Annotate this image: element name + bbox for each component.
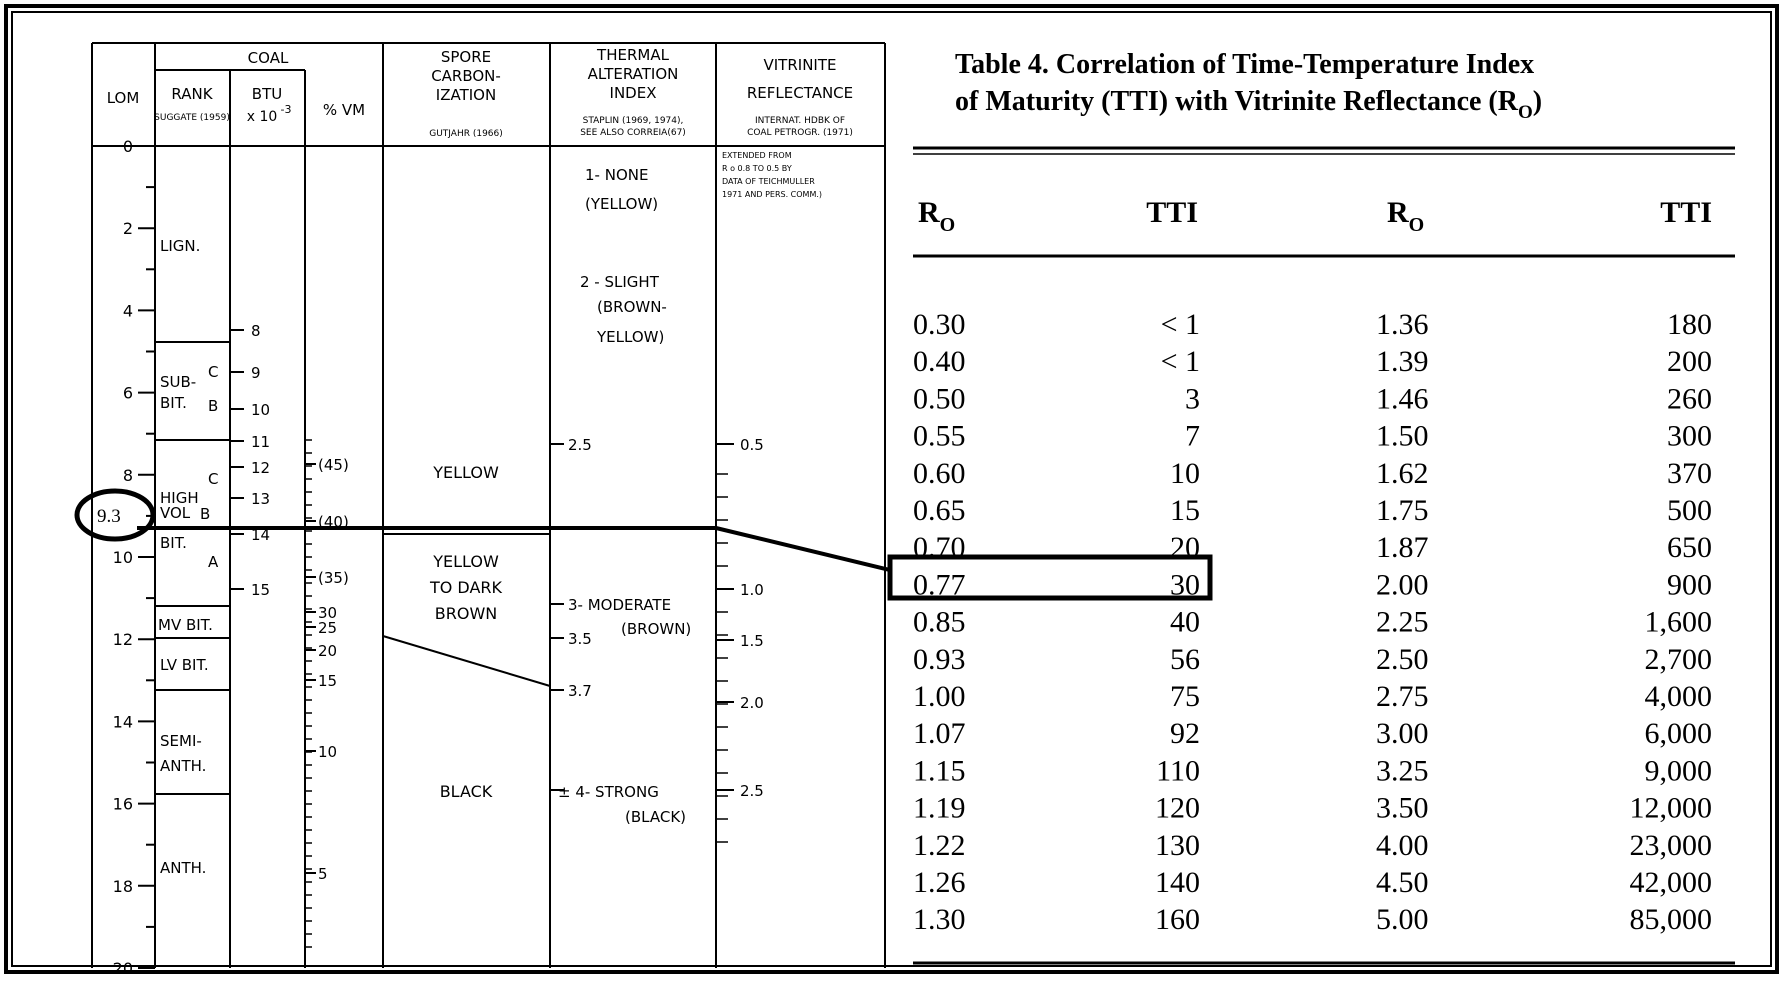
table-header-cell <box>918 196 955 236</box>
table-cell: 4.00 <box>1376 828 1429 862</box>
table-header-sub: O <box>1408 214 1425 236</box>
table-header-row <box>918 196 1712 236</box>
rank-label: C <box>208 470 219 488</box>
table-row <box>913 829 1712 862</box>
table-cell: < 1 <box>1160 308 1200 341</box>
rank-label: LIGN. <box>160 237 201 255</box>
table-row <box>913 903 1712 936</box>
table-cell: 2.75 <box>1376 680 1429 713</box>
tai-header-3: INDEX <box>609 84 657 102</box>
spore-header-3: IZATION <box>435 86 497 104</box>
table-cell: 3.00 <box>1376 717 1429 751</box>
vitrinite-axis <box>716 436 764 842</box>
lom-header: LOM <box>106 89 140 107</box>
btu-tick-label: 13 <box>251 490 271 508</box>
table-cell: 20 <box>1170 531 1200 565</box>
tai-labels <box>550 166 691 826</box>
table-cell: 200 <box>1667 345 1712 379</box>
vm-tick-label: 30 <box>318 604 338 622</box>
table-row <box>913 643 1712 676</box>
table-cell: 1.46 <box>1376 382 1429 416</box>
spore-color-label: BLACK <box>439 782 493 801</box>
rank-label: SEMI- <box>160 732 202 750</box>
table-cell: 0.60 <box>913 456 966 490</box>
tai-label: 3.7 <box>568 682 592 700</box>
table-cell: 42,000 <box>1629 866 1712 899</box>
vitrinite-tick-label: 1.0 <box>740 581 764 599</box>
vitrinite-source-2: COAL PETROGR. (1971) <box>747 128 853 138</box>
table-row <box>913 494 1712 527</box>
table-header-sub: O <box>939 214 956 236</box>
vm-axis <box>305 440 349 947</box>
table-cell: 300 <box>1667 419 1712 453</box>
btu-tick-label: 15 <box>251 581 271 599</box>
tai-source-2: SEE ALSO CORREIA(67) <box>580 128 686 138</box>
tai-label: 1- NONE <box>585 166 649 184</box>
table-row <box>913 457 1712 490</box>
table-cell: 130 <box>1155 828 1200 862</box>
table-title <box>955 49 1542 123</box>
tai-label: (YELLOW) <box>585 195 659 213</box>
table-cell: 1.22 <box>913 828 966 862</box>
tai-label: (BROWN- <box>597 298 667 316</box>
spore-header-2: CARBON- <box>431 67 501 85</box>
vitrinite-note-line: EXTENDED FROM <box>722 151 792 160</box>
tai-label: YELLOW) <box>597 328 665 346</box>
table-cell: 40 <box>1170 605 1200 639</box>
rank-source: SUGGATE (1959) <box>154 113 230 123</box>
btu-tick-label: 9 <box>251 364 261 382</box>
tai-label: 3- MODERATE <box>568 596 672 614</box>
btu-tick-label: 8 <box>251 322 261 340</box>
table-cell: 2.25 <box>1376 605 1429 639</box>
rank-label: MV BIT. <box>158 616 213 634</box>
table-title-line2: of Maturity (TTI) with Vitrinite Reflectance $(R_O)$ <box>955 86 1543 123</box>
table-cell: 85,000 <box>1629 903 1712 937</box>
table-row <box>913 680 1712 713</box>
vm-header: % VM <box>322 101 366 119</box>
table-cell: 1.75 <box>1376 494 1429 527</box>
table-cell: 0.70 <box>913 531 966 565</box>
lom-tick-label: 18 <box>112 876 133 896</box>
table-cell: 0.40 <box>913 345 966 379</box>
table-cell: 1.62 <box>1376 456 1429 490</box>
table-cell: 1.39 <box>1376 345 1429 379</box>
table-cell: 110 <box>1156 754 1200 788</box>
lom-tick-label: 0 <box>122 137 133 156</box>
lom-tick-label: 6 <box>122 383 133 403</box>
table-cell: 1.50 <box>1376 419 1429 453</box>
spore-source: GUTJAHR (1966) <box>429 129 503 139</box>
btu-tick-label: 12 <box>251 459 271 477</box>
table-cell: 1.07 <box>913 717 966 751</box>
table-body <box>913 308 1712 936</box>
table-cell: 9,000 <box>1644 754 1712 788</box>
table-cell: 23,000 <box>1629 828 1712 862</box>
lom-tick-label: 8 <box>122 465 133 485</box>
spore-labels <box>429 463 503 801</box>
vm-tick-label: (35) <box>318 569 349 587</box>
table-cell: 180 <box>1667 308 1712 341</box>
table-cell: 3.50 <box>1376 791 1429 825</box>
table-cell: 1.15 <box>913 754 966 788</box>
table-cell: 12,000 <box>1629 791 1712 825</box>
vitrinite-note <box>722 151 822 199</box>
vm-tick-label: 15 <box>318 672 338 690</box>
rank-label: BIT. <box>160 394 187 412</box>
vitrinite-header-1: VITRINITE <box>763 56 837 74</box>
table-cell: 92 <box>1170 717 1200 751</box>
table-header-main: TTI <box>1146 196 1198 229</box>
tai-label: (BROWN) <box>621 620 692 638</box>
rank-label: B <box>208 397 219 415</box>
spore-color-label: YELLOW <box>433 552 499 571</box>
tai-header-1: THERMAL <box>597 46 669 64</box>
table-row <box>913 308 1712 341</box>
vitrinite-tick-label: 0.5 <box>740 436 764 454</box>
table-cell: 1.00 <box>913 680 966 713</box>
vitrinite-tick-label: 2.5 <box>740 782 764 800</box>
table-cell: 56 <box>1170 642 1200 676</box>
table-cell: 4.50 <box>1376 866 1429 899</box>
table-cell: 3.25 <box>1376 754 1429 788</box>
table-header-main: R <box>1387 196 1409 229</box>
table-cell: 10 <box>1170 456 1200 490</box>
rank-label: VOL <box>160 504 191 522</box>
table-cell: < 1 <box>1160 345 1200 379</box>
rank-label: A <box>208 553 219 571</box>
table-row <box>913 866 1712 899</box>
btu-tick-label: 14 <box>251 526 271 544</box>
table-cell: 7 <box>1185 419 1200 453</box>
table-row <box>913 345 1712 378</box>
lom-tick-label: 4 <box>122 301 133 321</box>
vm-tick-label: 5 <box>318 865 328 883</box>
spore-color-label: YELLOW <box>433 463 499 482</box>
spore-color-label: BROWN <box>434 604 498 623</box>
spore-color-label: TO DARK <box>429 578 503 597</box>
table-header-main: TTI <box>1660 196 1712 229</box>
table-cell: 2.50 <box>1376 642 1429 676</box>
table-cell: 0.65 <box>913 494 966 527</box>
tai-label: 2.5 <box>568 436 592 454</box>
table-row <box>913 606 1712 639</box>
table-cell: 0.93 <box>913 642 966 676</box>
table-cell: 15 <box>1170 494 1200 527</box>
lom-highlight-label: 9.3 <box>97 506 121 527</box>
table-cell: 3 <box>1185 382 1200 416</box>
tai-label: (BLACK) <box>625 808 687 826</box>
table-cell: 260 <box>1667 382 1712 416</box>
rank-label: C <box>208 363 219 381</box>
rank-label: B <box>200 505 211 523</box>
table-cell: 5.00 <box>1376 903 1429 937</box>
lom-tick-label: 2 <box>122 219 133 239</box>
lom-tick-label: 12 <box>112 630 133 650</box>
table-title-line1: Table 4. Correlation of Time-Temperature Index <box>955 49 1535 80</box>
table-cell: 75 <box>1170 680 1200 713</box>
vm-tick-label: (40) <box>318 513 349 531</box>
lom-tick-label: 14 <box>112 712 133 732</box>
table-row <box>913 792 1712 825</box>
table-cell: 30 <box>1170 568 1200 602</box>
table-cell: 0.30 <box>913 308 966 341</box>
table-header-main: R <box>918 196 940 229</box>
table-header-cell <box>1146 196 1198 229</box>
chart-headers <box>107 46 853 139</box>
vm-tick-label: 10 <box>318 743 338 761</box>
lom-tick-label: 10 <box>112 548 133 567</box>
coal-header: COAL <box>247 49 289 67</box>
table-cell: 4,000 <box>1644 680 1712 713</box>
table-cell: 1.30 <box>913 903 966 937</box>
rank-label: ANTH. <box>160 859 207 877</box>
table-row <box>913 717 1712 750</box>
rank-label: ANTH. <box>160 757 207 775</box>
lom-tick-label: 16 <box>112 794 133 814</box>
table-cell: 6,000 <box>1644 717 1712 751</box>
btu-unit: x 10 <box>246 109 278 125</box>
table-row <box>913 754 1712 787</box>
lom-axis <box>113 137 155 978</box>
table-header-cell <box>1660 196 1712 229</box>
vitrinite-note-line: R o 0.8 TO 0.5 BY <box>722 164 792 173</box>
table-cell: 0.77 <box>913 568 966 602</box>
table-cell: 900 <box>1667 568 1712 602</box>
vitrinite-tick-label: 2.0 <box>740 694 764 712</box>
table-header-cell <box>1387 196 1424 236</box>
lom-tick-label: 20 <box>112 959 133 978</box>
tai-label: 2 - SLIGHT <box>580 273 659 291</box>
btu-exponent: -3 <box>280 103 292 116</box>
table-cell: 1.87 <box>1376 531 1429 565</box>
rank-labels <box>158 237 219 877</box>
table-cell: 1.19 <box>913 791 966 825</box>
rank-label: LV BIT. <box>160 656 209 674</box>
spore-header-1: SPORE <box>440 48 492 66</box>
rank-label: SUB- <box>160 373 197 391</box>
vitrinite-header-2: REFLECTANCE <box>746 84 854 102</box>
table-cell: 370 <box>1667 456 1712 490</box>
rank-label: BIT. <box>160 534 187 552</box>
table-row <box>913 382 1712 415</box>
btu-tick-label: 10 <box>251 401 271 419</box>
rank-label: HIGH <box>160 489 199 507</box>
vitrinite-note-line: 1971 AND PERS. COMM.) <box>722 190 823 199</box>
table-cell: 650 <box>1667 531 1712 565</box>
btu-header: BTU <box>251 85 283 103</box>
table-cell: 1.36 <box>1376 308 1429 341</box>
vitrinite-note-line: DATA OF TEICHMULLER <box>722 177 815 186</box>
table-cell: 160 <box>1155 903 1200 937</box>
table-cell: 500 <box>1667 494 1712 527</box>
tai-label: 3.5 <box>568 630 592 648</box>
tai-header-2: ALTERATION <box>587 65 679 83</box>
table-cell: 0.85 <box>913 605 966 639</box>
table-cell: 2.00 <box>1376 568 1429 602</box>
tai-source-1: STAPLIN (1969, 1974), <box>582 116 684 126</box>
btu-axis <box>230 322 270 599</box>
tai-label: ± 4- STRONG <box>558 783 659 801</box>
btu-tick-label: 11 <box>251 433 271 451</box>
table-cell: 0.50 <box>913 382 966 416</box>
table-cell: 1.26 <box>913 866 966 899</box>
vm-tick-label: 20 <box>318 642 338 660</box>
table-cell: 0.55 <box>913 419 966 453</box>
table-row <box>913 420 1712 453</box>
table-cell: 2,700 <box>1644 642 1712 676</box>
vitrinite-tick-label: 1.5 <box>740 632 764 650</box>
table-cell: 120 <box>1155 791 1200 825</box>
vitrinite-source-1: INTERNAT. HDBK OF <box>754 116 846 126</box>
vm-tick-label: (45) <box>318 456 349 474</box>
rank-header: RANK <box>171 85 213 103</box>
table-cell: 140 <box>1155 866 1200 899</box>
table-cell: 1,600 <box>1644 605 1712 639</box>
vm-tick-label: 25 <box>318 619 338 637</box>
